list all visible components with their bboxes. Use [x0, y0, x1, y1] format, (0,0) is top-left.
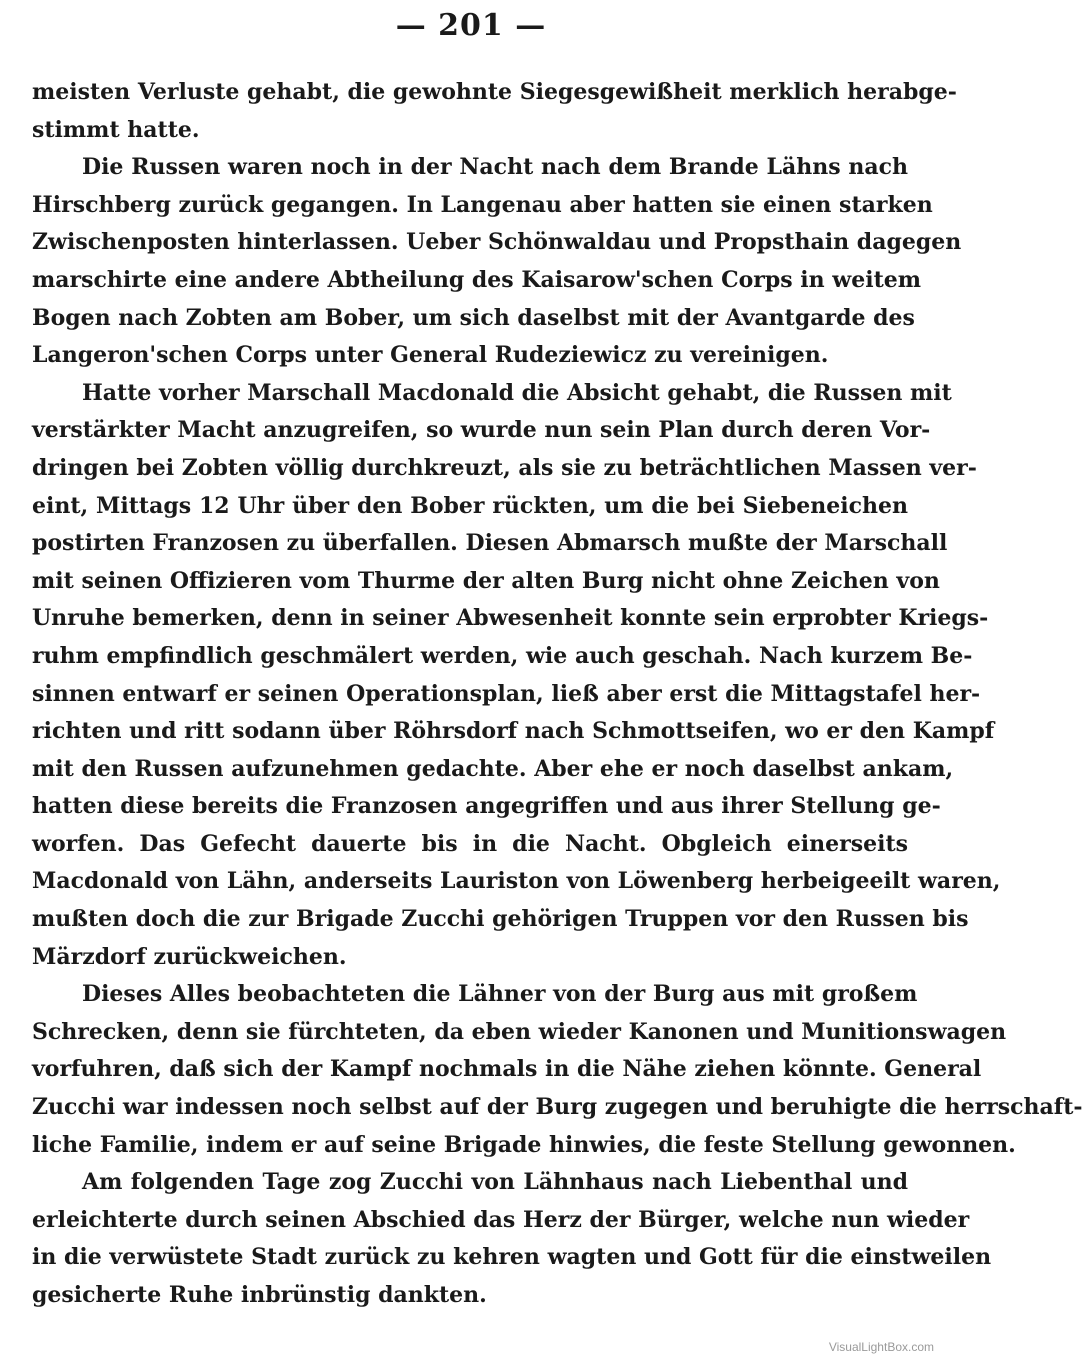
body-text [32, 74, 1083, 1315]
text-line: Zwischenposten hinterlassen. Ueber Schönwaldau und Propsthain dagegen [32, 229, 962, 256]
text-line: mußten doch die zur Brigade Zucchi gehörigen Truppen vor den Russen bis [32, 906, 969, 933]
text-line: Zucchi war indessen noch selbst auf der Burg zugegen und beruhigte die herrschaft- [32, 1094, 1083, 1121]
text-line: richten und ritt sodann über Röhrsdorf nach Schmottseifen, wo er den Kampf [32, 718, 995, 745]
text-line: erleichterte durch seinen Abschied das Herz der Bürger, welche nun wieder [32, 1206, 970, 1233]
text-line: gesicherte Ruhe inbrünstig dankten. [32, 1282, 487, 1308]
text-line: Langeron'schen Corps unter General Rudeziewicz zu vereinigen. [32, 342, 829, 369]
text-line: hatten diese bereits die Franzosen angegriffen und aus ihrer Stellung ge- [32, 793, 941, 820]
text-line: in die verwüstete Stadt zurück zu kehren wagten und Gott für die einstweilen [32, 1244, 992, 1271]
text-line: worfen. Das Gefecht dauerte bis in die Nacht. Obgleich einerseits [32, 830, 908, 857]
text-line: Dieses Alles beobachteten die Lähner von der Burg aus mit großem [82, 981, 918, 1008]
text-line: liche Familie, indem er auf seine Brigade hinwies, die feste Stellung gewonnen. [32, 1131, 1016, 1158]
text-line: marschirte eine andere Abtheilung des Kaisarow'schen Corps in weitem [32, 266, 922, 293]
text-line: Die Russen waren noch in der Nacht nach dem Brande Lähns nach [82, 154, 908, 181]
text-line: eint, Mittags 12 Uhr über den Bober rückten, um die bei Siebeneichen [32, 492, 908, 519]
text-line: Hatte vorher Marschall Macdonald die Absicht gehabt, die Russen mit [82, 379, 952, 406]
text-line: Märzdorf zurückweichen. [32, 943, 347, 970]
watermark-text: VisualLightBox.com [828, 1340, 934, 1354]
text-line: mit seinen Offizieren vom Thurme der alten Burg nicht ohne Zeichen von [32, 567, 940, 594]
text-line: verstärkter Macht anzugreifen, so wurde nun sein Plan durch deren Vor- [32, 417, 931, 444]
text-line: mit den Russen aufzunehmen gedachte. Aber ehe er noch daselbst ankam, [32, 755, 954, 782]
text-line: Hirschberg zurück gegangen. In Langenau aber hatten sie einen starken [32, 191, 933, 218]
text-line: Bogen nach Zobten am Bober, um sich daselbst mit der Avantgarde des [32, 304, 915, 331]
text-line: meisten Verluste gehabt, die gewohnte Siegesgewißheit merklich herabge- [32, 79, 957, 105]
text-line: dringen bei Zobten völlig durchkreuzt, als sie zu beträchtlichen Massen ver- [32, 454, 977, 481]
text-line: vorfuhren, daß sich der Kampf nochmals in die Nähe ziehen könnte. General [32, 1056, 982, 1083]
text-line: stimmt hatte. [32, 116, 200, 143]
text-line: ruhm empfindlich geschmälert werden, wie auch geschah. Nach kurzem Be- [32, 642, 973, 669]
text-line: Unruhe bemerken, denn in seiner Abwesenheit konnte sein erprobter Kriegs- [32, 605, 989, 632]
text-line: sinnen entwarf er seinen Operationsplan, ließ aber erst die Mittagstafel her- [32, 680, 981, 707]
text-line: Macdonald von Lähn, anderseits Lauriston von Löwenberg herbeigeeilt waren, [32, 868, 1001, 895]
text-line: postirten Franzosen zu überfallen. Diesen Abmarsch mußte der Marschall [32, 530, 948, 557]
text-line: Am folgenden Tage zog Zucchi von Lähnhaus nach Liebenthal und [82, 1169, 908, 1196]
page-number: — 201 — [395, 8, 547, 43]
text-line: Schrecken, denn sie fürchteten, da eben wieder Kanonen und Munitionswagen [32, 1018, 1007, 1045]
